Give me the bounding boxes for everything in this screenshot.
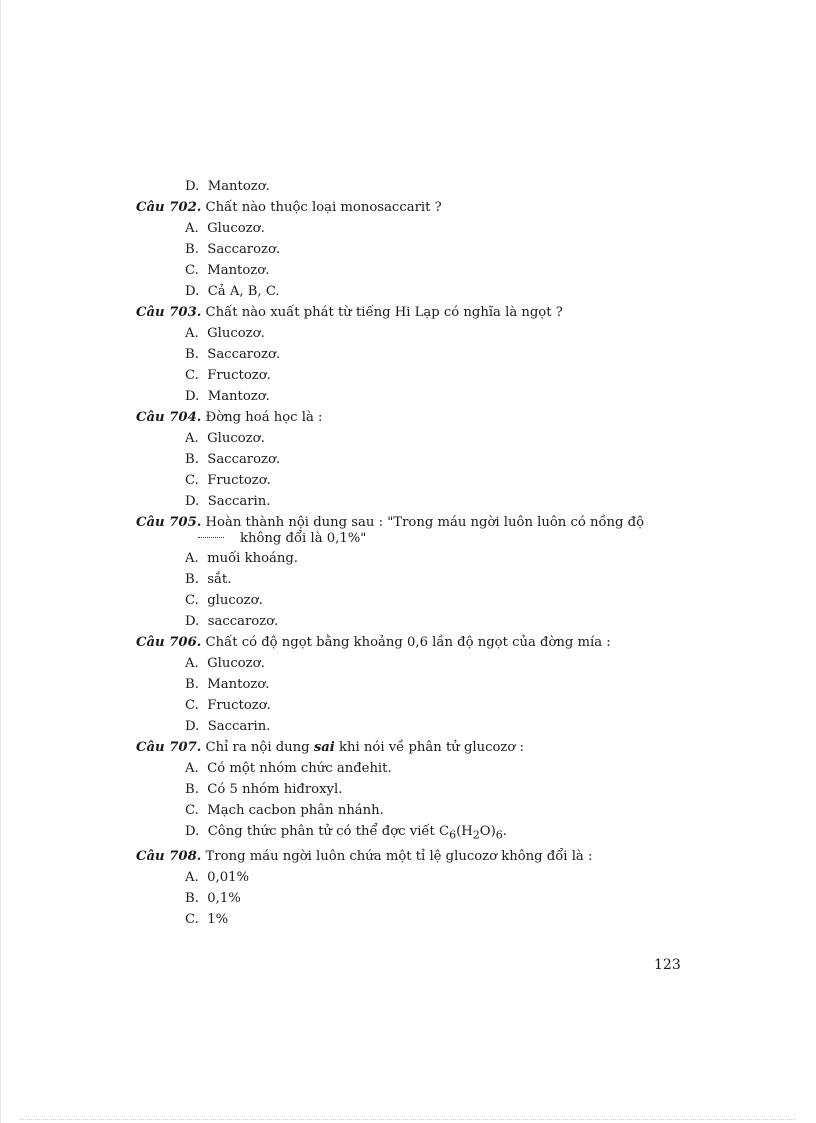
question-704: Câu 704. Đờng hoá học là :: [136, 410, 323, 425]
option: A. Có một nhóm chức anđehit.: [185, 761, 392, 776]
option: C. 1%: [185, 911, 229, 927]
option: B. Saccarozơ.: [185, 242, 281, 257]
option: A. Glucozơ.: [185, 656, 265, 671]
question-703: Câu 703. Chất nào xuất phát từ tiếng Hi Lạp có nghĩa là ngọt ?: [136, 305, 563, 320]
option: A. muối khoáng.: [185, 551, 298, 566]
option: A. Glucozơ.: [185, 221, 265, 236]
option: B. 0,1%: [185, 890, 241, 906]
question-708: Câu 708. Trong máu ngời luôn chứa một tỉ lệ glucozơ không đổi là :: [136, 848, 593, 864]
question-702: Câu 702. Chất nào thuộc loại monosaccarit ?: [136, 200, 442, 215]
option: D. Công thức phân tử có thể đợc viết $C_6(H_2O)_6$.: [185, 824, 507, 842]
option: C. Mantozơ.: [185, 263, 270, 278]
option: A. Glucozơ.: [185, 431, 265, 446]
option: C. Fructozơ.: [185, 698, 271, 713]
option: D. Saccarin.: [185, 719, 271, 734]
option: D. saccarozơ.: [185, 614, 279, 629]
question-list: [136, 176, 684, 930]
option: B. Saccarozơ.: [185, 452, 281, 467]
option: A. 0,01%: [185, 869, 250, 885]
page-number: 123: [654, 957, 681, 973]
option: C. Mạch cacbon phân nhánh.: [185, 803, 384, 818]
option: D. Cả A, B, C.: [185, 284, 280, 299]
blank-dots: [198, 536, 224, 538]
option: B. sắt.: [185, 572, 232, 587]
option: C. glucozơ.: [185, 593, 263, 608]
footer-rule: [20, 1119, 796, 1120]
option: D. Mantozơ.: [185, 179, 270, 194]
option: D. Saccarin.: [185, 494, 271, 509]
option: B. Saccarozơ.: [185, 347, 281, 362]
question-706: Câu 706. Chất có độ ngọt bằng khoảng 0,6 lần độ ngọt của đờng mía :: [136, 635, 611, 650]
question-705: Câu 705. Hoàn thành nội dung sau : "Trong máu ngời luôn luôn có nồng độ không đổi là 0,1%": [136, 515, 645, 546]
option: B. Mantozơ.: [185, 677, 270, 692]
option: C. Fructozơ.: [185, 473, 271, 488]
question-707: Câu 707. Chỉ ra nội dung sai khi nói về phân tử glucozơ :: [136, 740, 524, 755]
option: A. Glucozơ.: [185, 326, 265, 341]
option: B. Có 5 nhóm hiđroxyl.: [185, 782, 343, 797]
option: D. Mantozơ.: [185, 389, 270, 404]
option: C. Fructozơ.: [185, 368, 271, 383]
scan-edge: [0, 0, 1, 1123]
